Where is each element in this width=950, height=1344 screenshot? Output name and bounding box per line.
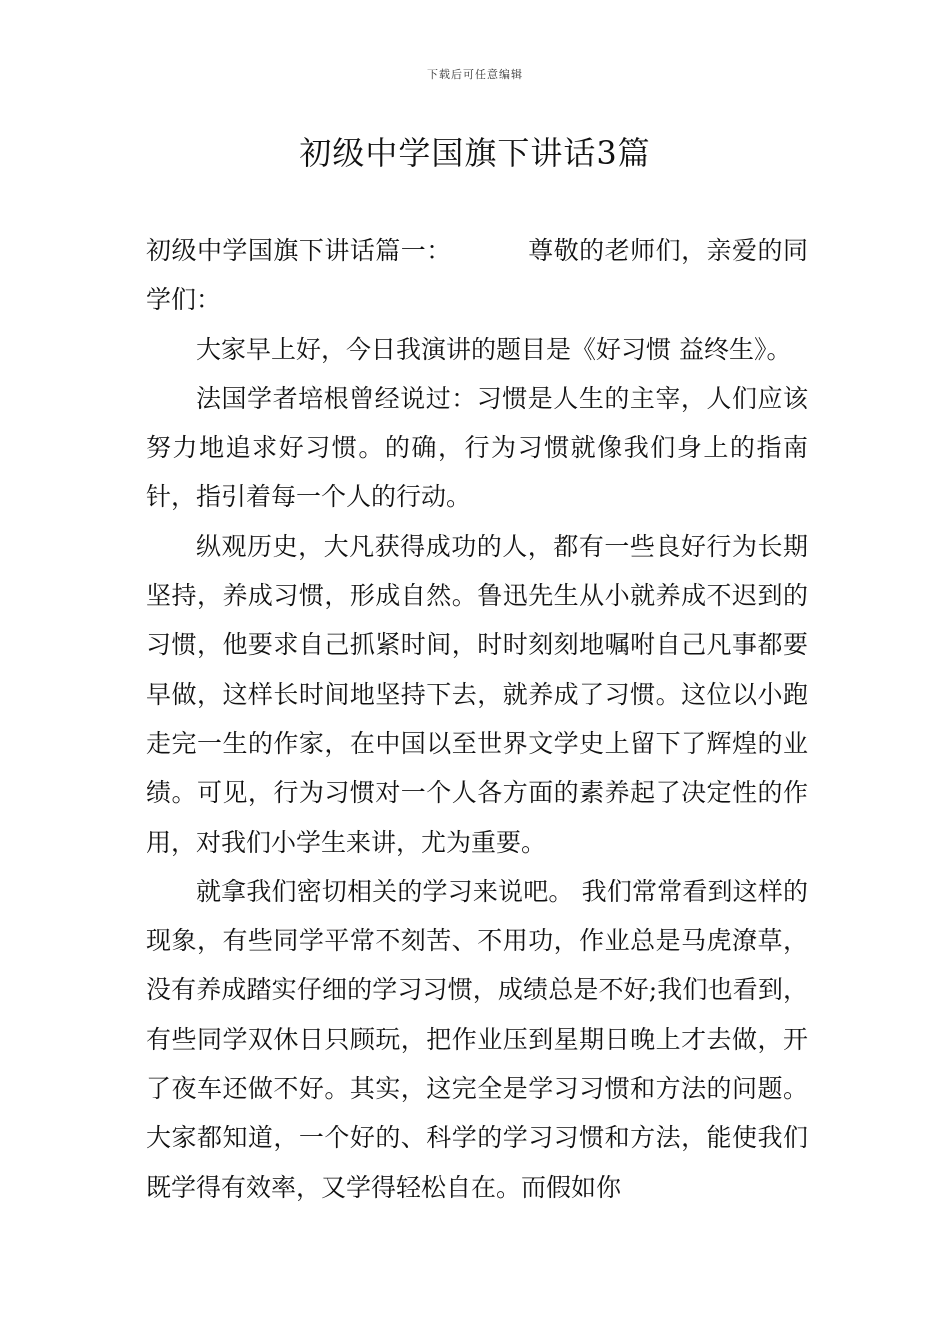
- paragraph: 大家早上好，今日我演讲的题目是《好习惯 益终生》。: [196, 334, 792, 364]
- greeting-text: 尊敬的老师们，亲爱的同学们：: [146, 236, 808, 315]
- document-body: [146, 226, 808, 1212]
- paragraph: 纵观历史，大凡获得成功的人，都有一些良好行为长期坚持，养成习惯，形成自然。鲁迅先生从小就养成不迟到的习惯，他要求自己抓紧时间，时时刻刻地嘱咐自己凡事都要早做，这样长时间地坚持下去，就养成了习惯。这位以小跑走完一生的作家，在中国以至世界文学史上留下了辉煌的业绩。可见，行为习惯对一个人各方面的素养起了决定性的作用，对我们小学生来讲，尤为重要。: [146, 531, 808, 857]
- opening-paragraph: [146, 226, 808, 325]
- header-note: 下载后可任意编辑: [427, 68, 523, 81]
- paragraph: 就拿我们密切相关的学习来说吧。 我们常常看到这样的现象，有些同学平常不刻苦、不用功，作业总是马虎潦草，没有养成踏实仔细的学习习惯，成绩总是不好;我们也看到，有些同学双休日只顾玩，把作业压到星期日晚上才去做，开了夜车还做不好。其实，这完全是学习习惯和方法的问题。大家都知道，一个好的、科学的学习习惯和方法，能使我们既学得有效率，又学得轻松自在。而假如你: [146, 876, 808, 1202]
- document-title: 初级中学国旗下讲话3篇: [299, 134, 651, 172]
- paragraph: 法国学者培根曾经说过：习惯是人生的主宰，人们应该努力地追求好习惯。的确，行为习惯就像我们身上的指南针，指引着每一个人的行动。: [146, 383, 808, 512]
- section-label: 初级中学国旗下讲话篇一：: [146, 236, 452, 265]
